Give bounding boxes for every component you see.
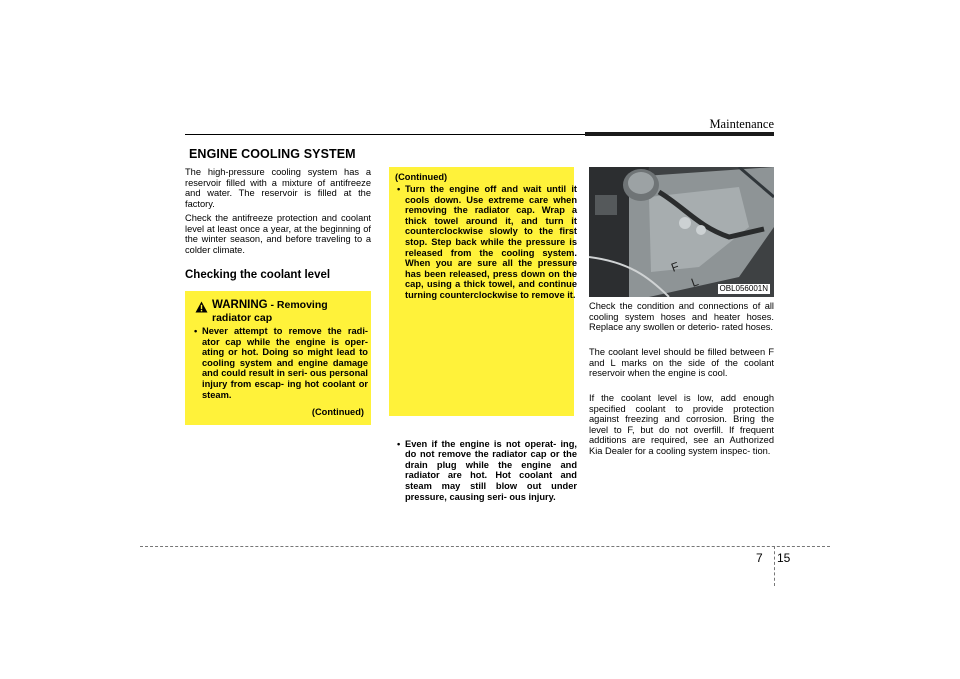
hoses-paragraph: Check the condition and connections of all cooling system hoses and heater hoses. Replace any swollen or deterio- rated hoses. <box>589 301 774 333</box>
warning-bullet-text: Never attempt to remove the radi- ator cap while the engine is oper- ating or hot. Doing so might lead to cooling system and engine damage and could result in seri- ous personal injury from escap- ing hot coolant or steam. <box>202 326 368 400</box>
warning-bullet <box>192 326 368 400</box>
continued-label: (Continued) <box>311 407 364 417</box>
intro-paragraph: The high-pressure cooling system has a reservoir filled with a mixture of antifreeze and water. The reservoir is filled at the factory. <box>185 167 371 209</box>
engine-bay-illustration <box>589 167 774 297</box>
bullet-dot: • <box>397 438 401 449</box>
coolant-level-heading: Checking the coolant level <box>185 269 331 281</box>
warning-bullet-1 <box>395 184 577 301</box>
continued-heading: (Continued) <box>395 172 448 182</box>
header-rule <box>185 134 585 135</box>
bullet-dot: • <box>194 326 198 336</box>
full-mark: F <box>669 259 681 275</box>
warning-bullet-2-text: Even if the engine is not operat- ing, do not remove the radiator cap or the drain plug while the engine and radiator are hot. Hot coolant and steam may still blow out under pressure, causing seri- ous injury. <box>405 438 577 502</box>
coolant-level-paragraph: The coolant level should be filled between F and L marks on the side of the coolant reservoir when the engine is cool. <box>589 347 774 379</box>
footer-divider <box>774 546 775 586</box>
chapter-number: 7 <box>756 551 763 565</box>
coolant-reservoir-photo <box>589 167 774 297</box>
warning-title: - Removing <box>267 299 328 311</box>
footer-rule <box>140 546 830 547</box>
low-coolant-paragraph: If the coolant level is low, add enough specified coolant to provide protection against freezing and corrosion. Bring the level to F, but do not overfill. If frequent additions are required, see an Authorized Kia Dealer for a cooling system inspec- tion. <box>589 393 774 456</box>
warning-box <box>185 291 371 425</box>
warning-bullet-2 <box>395 439 577 503</box>
warning-continued-box <box>389 167 577 502</box>
warning-label: WARNING <box>212 299 268 311</box>
warning-bullet-1-text: Turn the engine off and wait until it cools down. Use extreme care when removing the radiator cap. Wrap a thick towel around it, and turn it counterclockwise slowly to the first stop. Step back while the pressure is released from the cooling system. When you are sure all the pressure has been released, press down on the cap, using a thick towel, and continue turning counterclockwise to remove it. <box>405 184 577 300</box>
bullet-dot: • <box>397 184 401 194</box>
section-title: ENGINE COOLING SYSTEM <box>189 147 356 161</box>
running-header: Maintenance <box>709 117 774 131</box>
image-code: OBL056001N <box>719 284 768 293</box>
warning-triangle-icon <box>195 301 208 313</box>
header-rule-bar <box>585 132 774 136</box>
page-number: 15 <box>777 551 791 565</box>
antifreeze-paragraph: Check the antifreeze protection and coolant level at least once a year, at the beginning of the winter season, and before traveling to a colder climate. <box>185 213 371 255</box>
low-mark: L <box>689 274 701 290</box>
warning-title-line2: radiator cap <box>212 312 273 324</box>
